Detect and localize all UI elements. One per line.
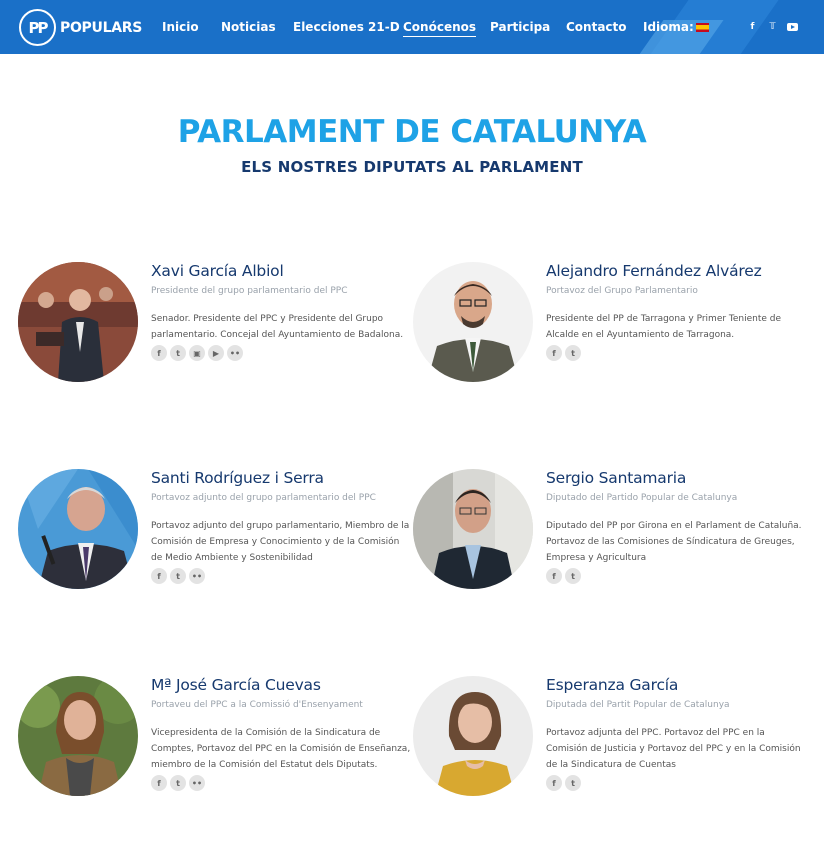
twitter-icon[interactable]: t	[565, 568, 581, 584]
deputy-card	[413, 262, 813, 422]
deputy-social-links	[546, 568, 806, 584]
deputy-info	[151, 676, 411, 791]
flickr-icon[interactable]: ••	[227, 345, 243, 361]
nav-item-elecciones[interactable]: Elecciones 21-D	[293, 20, 400, 34]
deputy-social-links	[546, 775, 806, 791]
deputy-name[interactable]: Mª José García Cuevas	[151, 676, 321, 694]
twitter-icon[interactable]: t	[170, 568, 186, 584]
deputy-photo[interactable]	[18, 676, 138, 796]
deputy-social-links	[151, 568, 411, 584]
nav-item-noticias[interactable]: Noticias	[221, 20, 276, 34]
idioma-label: Idioma:	[643, 20, 694, 34]
deputy-card	[18, 262, 418, 422]
deputy-role: Portaveu del PPC a la Comissió d'Ensenyament	[151, 700, 363, 710]
deputy-role: Diputada del Partit Popular de Catalunya	[546, 700, 730, 710]
deputy-info	[546, 469, 806, 584]
deputy-photo[interactable]	[18, 262, 138, 382]
deputy-social-links	[546, 345, 806, 361]
facebook-icon[interactable]: f	[151, 345, 167, 361]
youtube-icon[interactable]	[787, 22, 798, 33]
deputy-info	[546, 262, 806, 361]
nav-item-inicio[interactable]: Inicio	[162, 20, 199, 34]
nav-item-participa[interactable]: Participa	[490, 20, 551, 34]
deputy-name[interactable]: Sergio Santamaria	[546, 469, 687, 487]
site-logo[interactable]	[19, 9, 142, 46]
facebook-icon[interactable]: f	[151, 568, 167, 584]
deputy-info	[151, 262, 411, 361]
deputy-social-links	[151, 345, 411, 361]
deputy-info	[546, 676, 806, 791]
deputy-name[interactable]: Alejandro Fernández Alvárez	[546, 262, 762, 280]
youtube-icon[interactable]: ▶	[208, 345, 224, 361]
facebook-icon[interactable]: f	[151, 775, 167, 791]
twitter-icon[interactable]: 𝕋	[769, 22, 776, 32]
deputy-card	[18, 469, 418, 629]
twitter-icon[interactable]: t	[565, 775, 581, 791]
deputy-role: Diputado del Partido Popular de Catalunya	[546, 493, 738, 503]
deputy-info	[151, 469, 411, 584]
page-subtitle: ELS NOSTRES DIPUTATS AL PARLAMENT	[241, 158, 583, 176]
page-title: PARLAMENT DE CATALUNYA	[177, 114, 647, 150]
twitter-icon[interactable]: t	[170, 345, 186, 361]
deputy-role: Portavoz adjunto del grupo parlamentario del PPC	[151, 493, 376, 503]
deputy-name[interactable]: Santi Rodríguez i Serra	[151, 469, 324, 487]
deputy-photo[interactable]	[18, 469, 138, 589]
deputy-photo[interactable]	[413, 262, 533, 382]
deputy-bio: Portavoz adjunto del grupo parlamentario, Miembro de la Comisión de Empresa y Conocimiento y de la Comisión de Medio Ambiente y Sostenibilidad	[151, 521, 410, 563]
facebook-icon[interactable]: f	[750, 22, 755, 32]
deputy-photo[interactable]	[413, 676, 533, 796]
twitter-icon[interactable]: t	[170, 775, 186, 791]
instagram-icon[interactable]: ▣	[189, 345, 205, 361]
deputy-bio: Portavoz adjunta del PPC. Portavoz del PPC en la Comisión de Justicia y Portavoz del PPC y en la Comisión de la Sindicatura de Cuentas	[546, 728, 801, 770]
top-navigation-bar	[0, 0, 824, 54]
nav-item-contacto[interactable]: Contacto	[566, 20, 627, 34]
flickr-icon[interactable]: ••	[189, 775, 205, 791]
spain-flag-icon	[696, 23, 709, 32]
deputy-card	[413, 676, 813, 836]
nav-item-idioma[interactable]	[643, 20, 709, 34]
logo-text: POPULARS	[60, 19, 143, 36]
deputy-photo[interactable]	[413, 469, 533, 589]
twitter-icon[interactable]: t	[565, 345, 581, 361]
header-social-links	[747, 22, 798, 33]
facebook-icon[interactable]: f	[546, 345, 562, 361]
deputy-card	[18, 676, 418, 836]
deputy-bio: Presidente del PP de Tarragona y Primer Teniente de Alcalde en el Ayuntamiento de Tarragona.	[546, 314, 782, 340]
deputy-role: Portavoz del Grupo Parlamentario	[546, 286, 698, 296]
deputy-social-links	[151, 775, 411, 791]
deputy-name[interactable]: Esperanza García	[546, 676, 679, 694]
nav-item-conocenos[interactable]: Conócenos	[403, 20, 476, 37]
deputy-role: Presidente del grupo parlamentario del PPC	[151, 286, 348, 296]
flickr-icon[interactable]: ••	[189, 568, 205, 584]
deputy-bio: Diputado del PP por Girona en el Parlament de Cataluña. Portavoz de las Comisiones de Síndicatura de Greuges, Empresa y Agricultura	[546, 521, 802, 563]
deputy-bio: Senador. Presidente del PPC y Presidente del Grupo parlamentario. Concejal del Ayuntamiento de Badalona.	[151, 314, 404, 340]
logo-mark: PP	[19, 9, 56, 46]
deputy-name[interactable]: Xavi García Albiol	[151, 262, 284, 280]
facebook-icon[interactable]: f	[546, 568, 562, 584]
deputy-card	[413, 469, 813, 629]
facebook-icon[interactable]: f	[546, 775, 562, 791]
deputy-bio: Vicepresidenta de la Comisión de la Sindicatura de Comptes, Portavoz del PPC en la Comisión de Enseñanza, miembro de la Comisión del Estatut dels Diputats.	[151, 728, 411, 770]
